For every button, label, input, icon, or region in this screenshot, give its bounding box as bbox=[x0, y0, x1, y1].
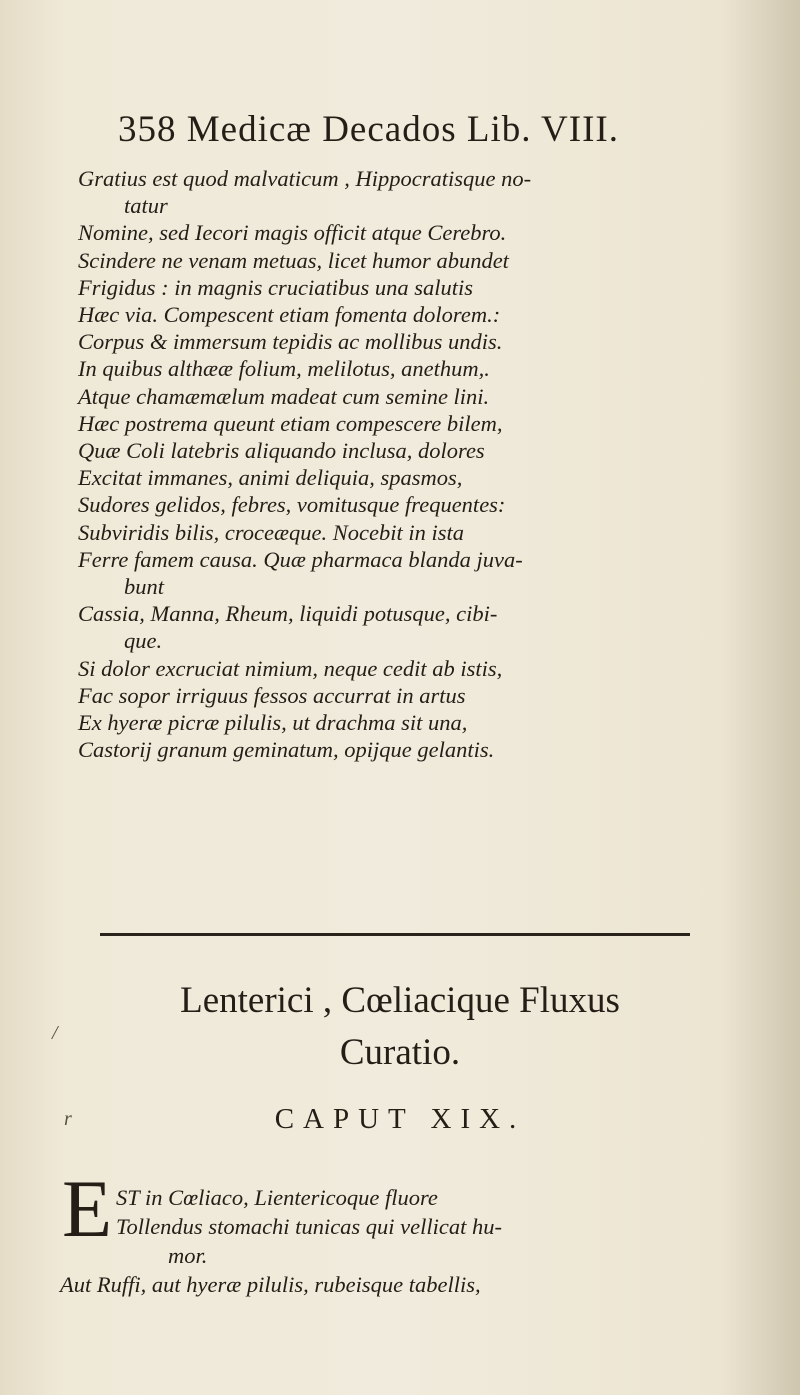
section-divider bbox=[100, 933, 690, 936]
heading-line-2: Curatio. bbox=[339, 1032, 461, 1073]
verse-line: Quæ Coli latebris aliquando inclusa, dolores bbox=[78, 438, 485, 464]
verse-line: Fac sopor irriguus fessos accurrat in artus bbox=[78, 682, 466, 708]
verse-line: Hæc via. Compescent etiam fomenta dolorem.: bbox=[78, 302, 501, 328]
text-line: Tollendus stomachi tunicas qui vellicat hu- bbox=[116, 1214, 503, 1239]
verse-line: tatur bbox=[124, 193, 168, 219]
verse-line: In quibus althææ folium, melilotus, anethum,. bbox=[78, 356, 490, 382]
verse-line: Gratius est quod malvaticum , Hippocratisque no- bbox=[78, 166, 532, 191]
verse-line: Sudores gelidos, febres, vomitusque frequentes: bbox=[78, 492, 506, 518]
chapter-number: CAPUT XIX. bbox=[274, 1103, 526, 1135]
margin-mark: r bbox=[64, 1108, 72, 1130]
heading-line-1: Lenterici , Cœliacique Fluxus bbox=[180, 980, 620, 1021]
verse-line: Si dolor excruciat nimium, neque cedit ab istis, bbox=[78, 655, 503, 681]
text-line: mor. bbox=[168, 1243, 208, 1268]
verse-line: Castorij granum geminatum, opijque gelantis. bbox=[78, 737, 495, 763]
text-line: Aut Ruffi, aut hyeræ pilulis, rubeisque tabellis, bbox=[60, 1272, 481, 1297]
verse-line: Hæc postrema queunt etiam compescere bilem, bbox=[78, 410, 503, 436]
margin-mark: / bbox=[52, 1022, 58, 1044]
verse-line: que. bbox=[124, 628, 163, 654]
verse-line: Frigidus : in magnis cruciatibus una salutis bbox=[78, 274, 474, 300]
section-heading bbox=[80, 975, 720, 1079]
chapter-text bbox=[60, 1183, 740, 1299]
verse-line: Excitat immanes, animi deliquia, spasmos, bbox=[78, 465, 463, 491]
running-head: 358 Medicæ Decados Lib. VIII. bbox=[118, 109, 619, 150]
verse-line: Atque chamæmælum madeat cum semine lini. bbox=[78, 383, 490, 409]
verse-line: bunt bbox=[124, 574, 165, 600]
verse-line: Scindere ne venam metuas, licet humor abundet bbox=[78, 247, 509, 273]
verse-line: Ferre famem causa. Quæ pharmaca blanda juva- bbox=[78, 546, 523, 572]
verse-line: Corpus & immersum tepidis ac mollibus undis. bbox=[78, 329, 503, 355]
verse-line: Subviridis bilis, croceæque. Nocebit in ista bbox=[78, 519, 465, 545]
verse-line: Cassia, Manna, Rheum, liquidi potusque, cibi- bbox=[78, 601, 498, 627]
text-line: ST in Cœliaco, Lientericoque fluore bbox=[116, 1185, 438, 1210]
drop-capital: E bbox=[62, 1163, 113, 1254]
verse-block bbox=[78, 165, 738, 763]
verse-line: Ex hyeræ picræ pilulis, ut drachma sit una, bbox=[78, 710, 468, 736]
verse-line: Nomine, sed Iecori magis officit atque Cerebro. bbox=[78, 220, 507, 246]
